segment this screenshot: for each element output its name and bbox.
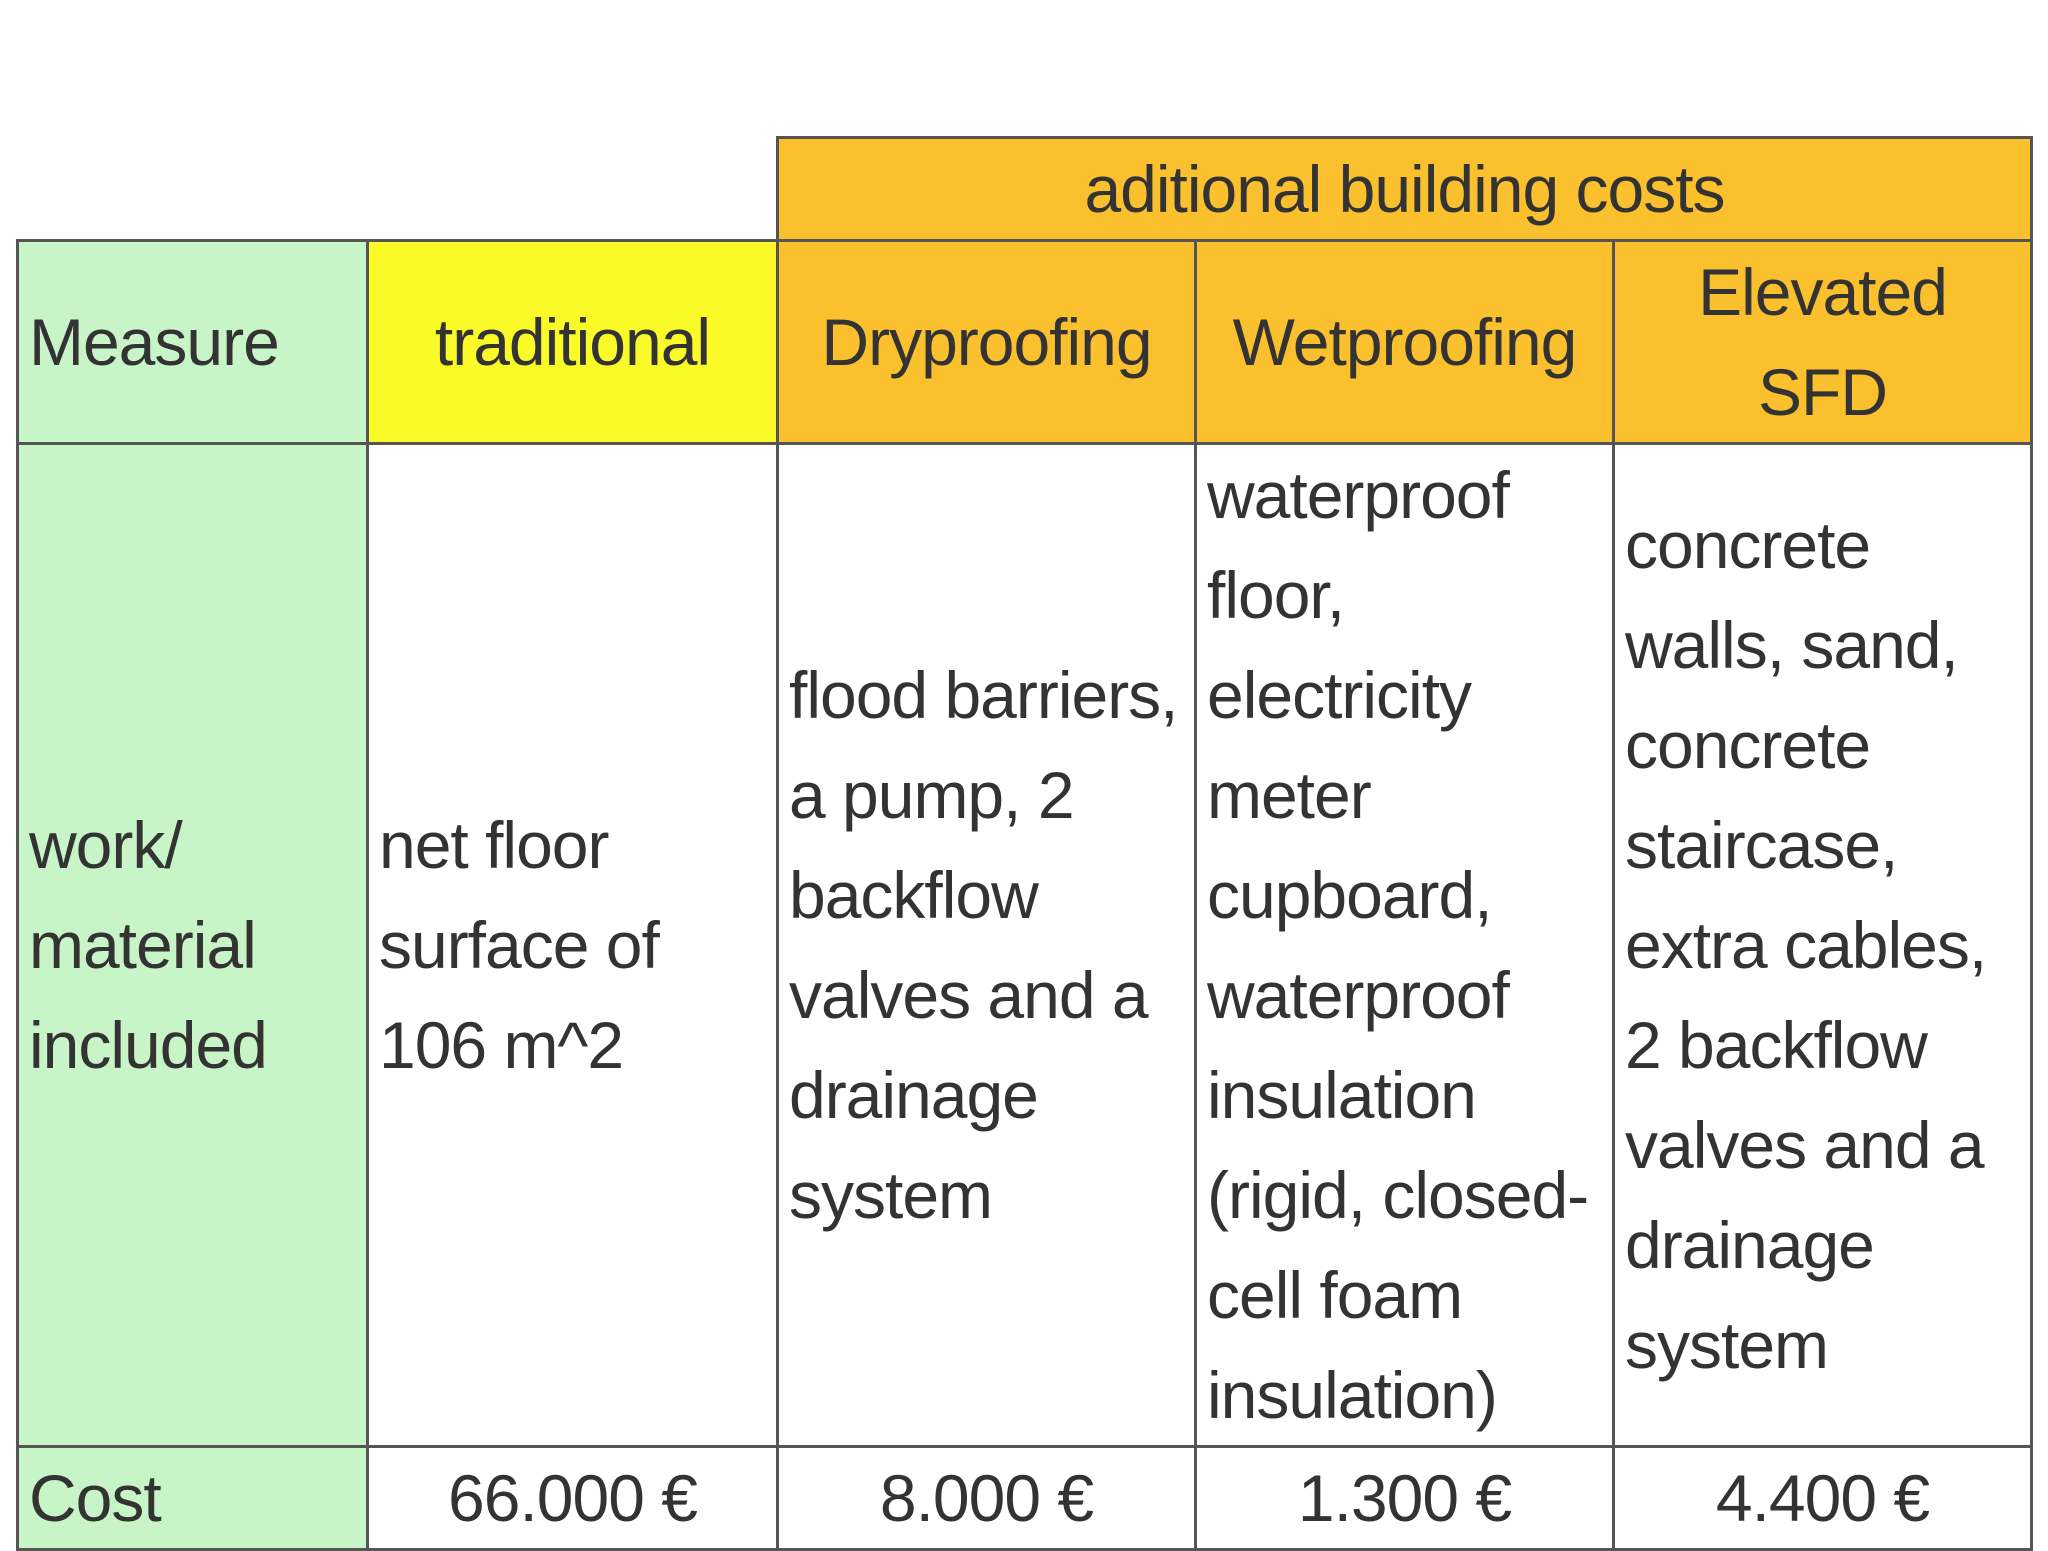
column-header-row xyxy=(18,241,2032,444)
cell-elevated-sfd-work: concrete walls, sand, concrete staircase, extra cables, 2 backflow valves and a drainage system xyxy=(1614,444,2032,1447)
header-elevated-sfd: Elevated SFD xyxy=(1614,241,2032,444)
cell-elevated-sfd-cost: 4.400 € xyxy=(1614,1447,2032,1550)
blank-corner xyxy=(18,138,778,241)
table-row xyxy=(18,444,2032,1447)
cell-dryproofing-cost: 8.000 € xyxy=(778,1447,1196,1550)
group-header-additional-costs: aditional building costs xyxy=(778,138,2032,241)
header-dryproofing: Dryproofing xyxy=(778,241,1196,444)
cell-traditional-cost: 66.000 € xyxy=(368,1447,778,1550)
cell-traditional-work: net floor surface of 106 m^2 xyxy=(368,444,778,1447)
row-label-work-material: work/ material included xyxy=(18,444,368,1447)
building-cost-table xyxy=(16,136,2033,1551)
group-header-row xyxy=(18,138,2032,241)
header-traditional: traditional xyxy=(368,241,778,444)
header-measure: Measure xyxy=(18,241,368,444)
row-label-cost: Cost xyxy=(18,1447,368,1550)
header-wetproofing: Wetproofing xyxy=(1196,241,1614,444)
table-row xyxy=(18,1447,2032,1550)
cell-wetproofing-cost: 1.300 € xyxy=(1196,1447,1614,1550)
cell-dryproofing-work: flood barriers, a pump, 2 backflow valves and a drainage system xyxy=(778,444,1196,1447)
cell-wetproofing-work: waterproof floor, electricity meter cupboard, waterproof insulation (rigid, closed-cell foam insulation) xyxy=(1196,444,1614,1447)
